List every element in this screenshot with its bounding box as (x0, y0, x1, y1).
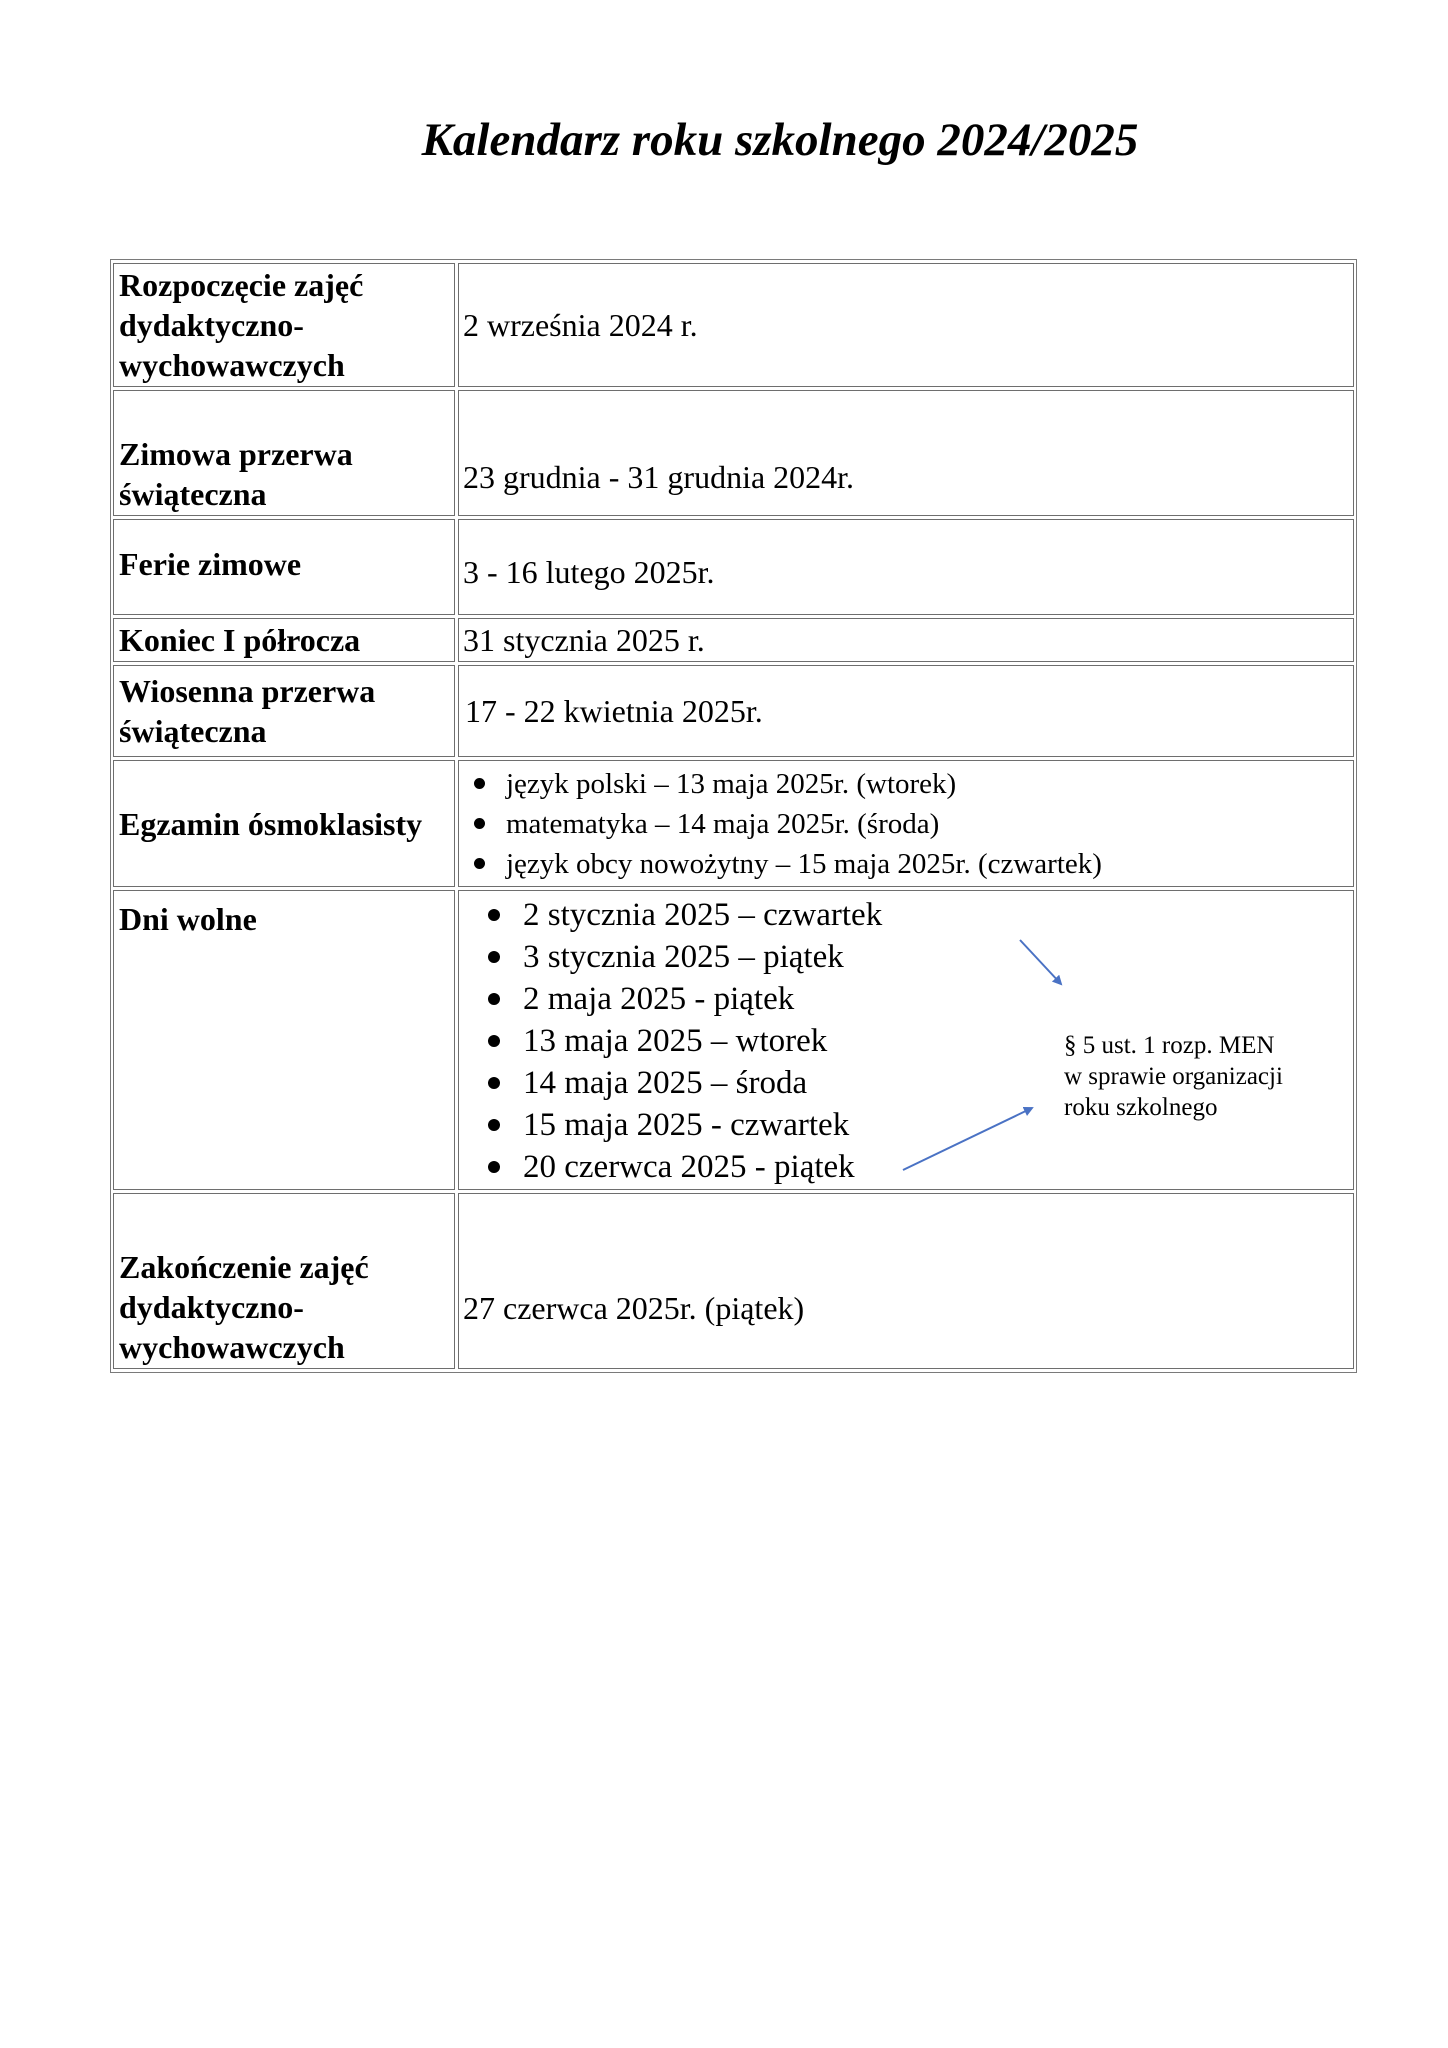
note-line: § 5 ust. 1 rozp. MEN (1064, 1032, 1275, 1059)
row-start-label (114, 265, 363, 385)
list-item: język polski – 13 maja 2025r. (wtorek) (459, 764, 1102, 804)
page-title: Kalendarz roku szkolnego 2024/2025 (421, 114, 1139, 166)
row-start-label-cell (113, 263, 455, 387)
row-semester-end-label-cell (113, 618, 455, 662)
row-semester-end-value-cell (458, 618, 1354, 662)
label-line: Ferie zimowe (119, 546, 302, 582)
list-item: 2 maja 2025 - piątek (459, 978, 882, 1020)
row-semester-end-label (114, 620, 360, 660)
label-line: dydaktyczno- (119, 1289, 304, 1325)
row-semester-end-value: 31 stycznia 2025 r. (463, 622, 705, 658)
row-spring-break-label-cell (113, 665, 455, 757)
list-item: matematyka – 14 maja 2025r. (środa) (459, 804, 1102, 844)
label-line: Dni wolne (119, 901, 257, 937)
row-end-label-cell (113, 1193, 455, 1369)
label-line: Zimowa przerwa (119, 436, 353, 472)
label-line: Rozpoczęcie zajęć (119, 267, 364, 303)
row-winter-break-label-cell (113, 390, 455, 516)
label-line: świąteczna (119, 713, 267, 749)
list-item: 15 maja 2025 - czwartek (459, 1104, 882, 1146)
label-line: dydaktyczno- (119, 307, 304, 343)
row-end-value: 27 czerwca 2025r. (piątek) (463, 1290, 805, 1326)
row-start-value: 2 września 2024 r. (463, 307, 698, 343)
row-winter-holidays-label-cell (113, 519, 455, 615)
exam-list (459, 764, 1102, 884)
regulation-note (1064, 1030, 1283, 1123)
row-winter-holidays-value: 3 - 16 lutego 2025r. (463, 554, 715, 590)
days-off-list (459, 894, 882, 1188)
row-winter-break-value-cell (458, 390, 1354, 516)
note-line: w sprawie organizacji (1064, 1063, 1283, 1090)
list-item: 13 maja 2025 – wtorek (459, 1020, 882, 1062)
row-winter-holidays-label (114, 544, 301, 584)
row-days-off-label (114, 899, 257, 939)
row-spring-break-label (114, 671, 375, 751)
row-winter-break-label (114, 434, 353, 514)
label-line: Koniec I półrocza (119, 622, 361, 658)
list-item: 20 czerwca 2025 - piątek (459, 1146, 882, 1188)
list-item: język obcy nowożytny – 15 maja 2025r. (czwartek) (459, 844, 1102, 884)
label-line: świąteczna (119, 476, 267, 512)
row-winter-holidays-value-cell (458, 519, 1354, 615)
note-line: roku szkolnego (1064, 1094, 1218, 1121)
row-end-label (114, 1247, 369, 1367)
row-days-off-label-cell (113, 890, 455, 1190)
row-end-value-cell (458, 1193, 1354, 1369)
row-exam-label-cell (113, 760, 455, 887)
list-item: 14 maja 2025 – środa (459, 1062, 882, 1104)
row-start-value-cell (458, 263, 1354, 387)
label-line: Wiosenna przerwa (119, 673, 376, 709)
row-exam-label (114, 804, 422, 844)
list-item: 2 stycznia 2025 – czwartek (459, 894, 882, 936)
label-line: Egzamin ósmoklasisty (119, 805, 423, 842)
row-winter-break-value: 23 grudnia - 31 grudnia 2024r. (463, 459, 855, 495)
label-line: Zakończenie zajęć (119, 1249, 369, 1285)
label-line: wychowawczych (119, 347, 345, 383)
row-spring-break-value-cell (458, 665, 1354, 757)
row-spring-break-value: 17 - 22 kwietnia 2025r. (465, 693, 763, 729)
row-exam-value-cell (458, 760, 1354, 887)
label-line: wychowawczych (119, 1329, 345, 1365)
list-item: 3 stycznia 2025 – piątek (459, 936, 882, 978)
